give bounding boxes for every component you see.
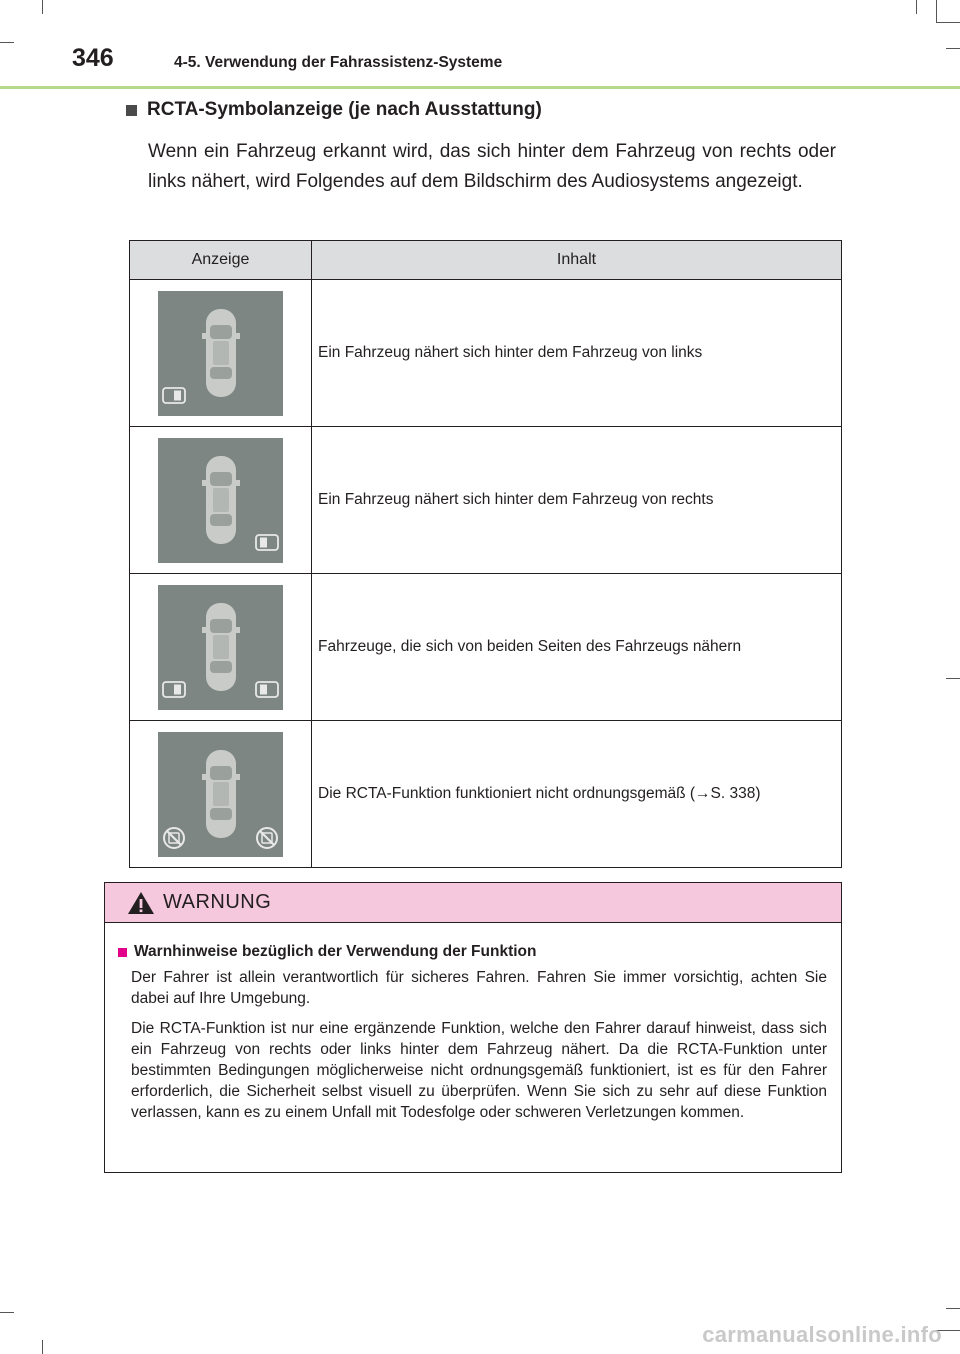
pink-square-bullet-icon [118,948,127,957]
car-icon [202,309,240,397]
warning-subhead-text: Warnhinweise bezüglich der Verwendung der Funktion [134,943,537,960]
rcta-indicator-table [129,240,842,868]
square-bullet-icon [126,105,137,116]
warning-body [105,923,841,1123]
left-indicator-icon [163,682,185,697]
table-cell-text: Die RCTA-Funktion funktioniert nicht ordnungsgemäß (→S. 338) [312,721,842,868]
page-number: 346 [72,44,114,72]
table-cell-icon [130,574,312,721]
column-header-inhalt: Inhalt [312,241,842,280]
right-indicator-icon [256,682,278,697]
right-disabled-indicator-icon [257,828,277,848]
table-row [130,721,842,868]
left-indicator-icon [163,388,185,403]
section-title: 4-5. Verwendung der Fahrassistenz-Systeme [174,54,503,71]
table-row [130,280,842,427]
watermark: carmanualsonline.info [702,1322,942,1347]
warning-box [104,882,842,1173]
warning-paragraph: Der Fahrer ist allein verantwortlich für sicheres Fahren. Fahren Sie immer vorsichtig, achten Sie dabei auf Ihre Umgebung. [131,969,827,1007]
warning-triangle-icon [127,891,155,915]
table-cell-text: Fahrzeuge, die sich von beiden Seiten des Fahrzeugs nähern [312,574,842,721]
car-icon [202,603,240,691]
column-header-anzeige: Anzeige [130,241,312,280]
warning-paragraph: Die RCTA-Funktion ist nur eine ergänzende Funktion, welche den Fahrer darauf hinweist, dass sich ein Fahrzeug von rechts oder links hinter dem Fahrzeug nähert. Da die RCTA-Funktion unter bestimmten Bedingungen möglicherweise nicht ordnungsgemäß funktioniert, ist es für den Fahrer erforderlich, die Sicherheit selbst visuell zu überprüfen. Wenn Sie sich zu sehr auf diese Funktion verlassen, kann es zu einem Unfall mit Todesfolge oder schweren Verletzungen kommen. [131,1020,827,1121]
table-cell-icon [130,721,312,868]
table-header-row [130,241,842,280]
header-rule [0,86,960,89]
table-cell-icon [130,427,312,574]
table-cell-icon [130,280,312,427]
rcta-malfunction-icon [158,732,283,857]
warning-subhead [118,943,827,961]
subhead-text: RCTA-Symbolanzeige (je nach Ausstattung) [147,99,542,120]
rcta-right-approach-icon [158,438,283,563]
table-cell-text: Ein Fahrzeug nähert sich hinter dem Fahrzeug von rechts [312,427,842,574]
car-icon [202,456,240,544]
rcta-left-approach-icon [158,291,283,416]
table-row [130,427,842,574]
left-disabled-indicator-icon [164,828,184,848]
crop-mark [42,1340,43,1354]
crop-mark [946,1308,960,1309]
warning-title: WARNUNG [163,891,272,913]
warning-header [105,883,841,923]
table-row [130,574,842,721]
right-indicator-icon [256,535,278,550]
crop-mark [946,678,960,679]
section-subhead [126,99,542,121]
intro-paragraph: Wenn ein Fahrzeug erkannt wird, das sich hinter dem Fahrzeug von rechts oder links nähert, wird Folgendes auf dem Bildschirm des Audiosystems angezeigt. [148,141,836,192]
table-cell-text: Ein Fahrzeug nähert sich hinter dem Fahrzeug von links [312,280,842,427]
car-icon [202,750,240,838]
crop-mark [0,1312,14,1313]
rcta-both-sides-icon [158,585,283,710]
page-header [0,0,960,90]
